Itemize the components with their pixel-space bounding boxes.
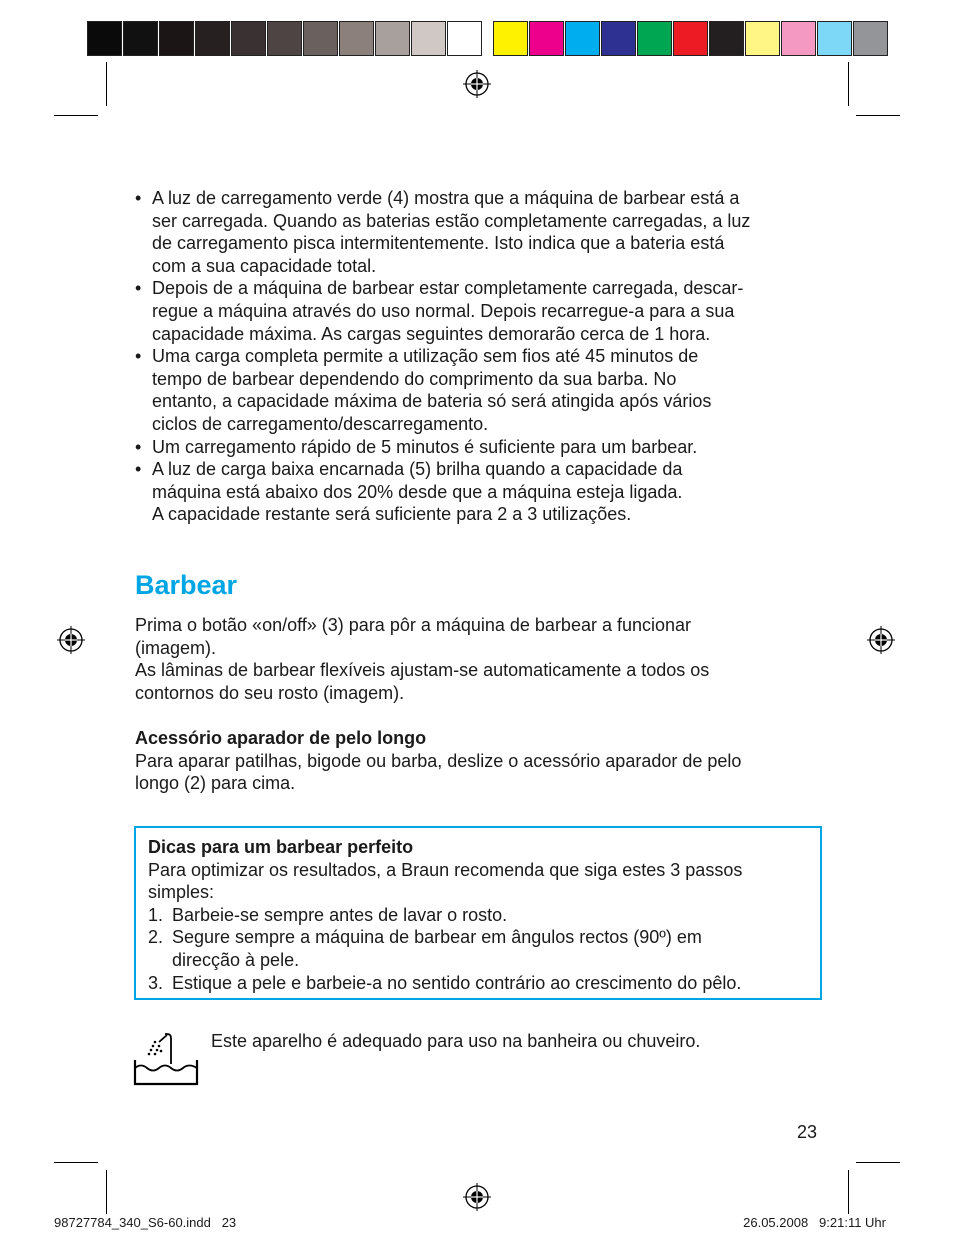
text-line: (imagem). xyxy=(135,637,217,658)
list-item xyxy=(135,345,825,435)
water-usage-note: Este aparelho é adequado para uso na banheira ou chuveiro. xyxy=(211,1031,701,1051)
text-line: Segure sempre a máquina de barbear em ângulos rectos (90º) em xyxy=(172,927,702,948)
color-swatch xyxy=(303,21,338,56)
registration-mark-icon xyxy=(462,1182,492,1212)
color-swatch xyxy=(87,21,122,56)
text-line: entanto, a capacidade máxima de bateria só será atingida após vários xyxy=(152,391,712,412)
color-swatch xyxy=(339,21,374,56)
color-swatch xyxy=(817,21,852,56)
color-swatch xyxy=(709,21,744,56)
text-line: As lâminas de barbear flexíveis ajustam-se automaticamente a todos os xyxy=(135,660,710,681)
text-line: de carregamento pisca intermitentemente. Isto indica que a bateria está xyxy=(152,233,725,254)
bullet-marker: • xyxy=(135,188,142,208)
color-swatch xyxy=(159,21,194,56)
list-item xyxy=(135,436,825,459)
text-line: tempo de barbear dependendo do comprimento da sua barba. No xyxy=(152,368,677,389)
bullet-marker: • xyxy=(135,436,142,457)
text-line: ciclos de carregamento/descarregamento. xyxy=(152,413,489,434)
text-line: Para optimizar os resultados, a Braun recomenda que siga estes 3 passos xyxy=(148,859,743,880)
color-swatch xyxy=(195,21,230,56)
text-line: contornos do seu rosto (imagem). xyxy=(135,682,405,703)
color-swatch xyxy=(565,21,600,56)
text-line: regue a máquina através do uso normal. Depois recarregue-a para a sua xyxy=(152,300,735,321)
registration-mark-icon xyxy=(866,625,896,655)
text-line: Para aparar patilhas, bigode ou barba, deslize o acessório aparador de pelo xyxy=(135,750,742,771)
list-item xyxy=(135,277,825,345)
bullet-marker: • xyxy=(135,459,142,480)
text-line: Prima o botão «on/off» (3) para pôr a máquina de barbear a funcionar xyxy=(135,615,692,635)
charging-info-list xyxy=(135,187,825,526)
step-number: 1. xyxy=(148,904,164,925)
color-swatch xyxy=(529,21,564,56)
crop-mark xyxy=(106,62,107,106)
footer-timestamp: 26.05.2008 9:21:11 Uhr xyxy=(743,1215,886,1230)
tips-box xyxy=(134,826,822,1000)
step-number: 3. xyxy=(148,972,164,993)
color-swatch xyxy=(267,21,302,56)
color-swatch xyxy=(493,21,528,56)
registration-mark-icon xyxy=(56,625,86,655)
tips-heading: Dicas para um barbear perfeito xyxy=(148,837,414,857)
color-swatch xyxy=(411,21,446,56)
list-item xyxy=(148,926,808,971)
color-swatch xyxy=(375,21,410,56)
text-line: A luz de carregamento verde (4) mostra que a máquina de barbear está a xyxy=(152,188,740,208)
text-line: ser carregada. Quando as baterias estão completamente carregadas, a luz xyxy=(152,210,751,231)
text-line: com a sua capacidade total. xyxy=(152,255,377,276)
crop-mark xyxy=(848,1170,849,1214)
registration-mark-icon xyxy=(462,69,492,99)
bullet-marker: • xyxy=(135,346,142,367)
text-line: simples: xyxy=(148,882,215,903)
text-line: capacidade máxima. As cargas seguintes demorarão cerca de 1 hora. xyxy=(152,323,711,344)
crop-mark xyxy=(106,1170,107,1214)
list-item xyxy=(135,458,825,526)
bullet-marker: • xyxy=(135,278,142,299)
crop-mark xyxy=(848,62,849,106)
text-line: A luz de carga baixa encarnada (5) brilha quando a capacidade da xyxy=(152,459,683,480)
text-line: Barbeie-se sempre antes de lavar o rosto. xyxy=(172,904,508,925)
text-line: longo (2) para cima. xyxy=(135,773,296,794)
color-swatch xyxy=(231,21,266,56)
text-line: Um carregamento rápido de 5 minutos é suficiente para um barbear. xyxy=(152,436,698,457)
color-swatch xyxy=(123,21,158,56)
list-item xyxy=(135,187,825,277)
color-swatch xyxy=(781,21,816,56)
color-swatch xyxy=(673,21,708,56)
shower-bath-icon xyxy=(131,1030,201,1088)
color-calibration-bar xyxy=(87,21,889,56)
text-line: Depois de a máquina de barbear estar completamente carregada, descar- xyxy=(152,278,744,299)
text-line: A capacidade restante será suficiente para 2 a 3 utilizações. xyxy=(152,504,632,525)
color-swatch xyxy=(447,21,482,56)
text-line: Estique a pele e barbeie-a no sentido contrário ao crescimento do pêlo. xyxy=(172,972,742,993)
section-title: Barbear xyxy=(135,570,238,600)
text-line: direcção à pele. xyxy=(172,949,300,970)
step-number: 2. xyxy=(148,927,164,948)
crop-mark xyxy=(54,115,98,116)
crop-mark xyxy=(54,1162,98,1163)
footer-file-info: 98727784_340_S6-60.indd 23 xyxy=(54,1215,237,1230)
crop-mark xyxy=(856,1162,900,1163)
shaving-intro-paragraph xyxy=(135,614,825,704)
list-item xyxy=(148,904,808,927)
tips-steps-list xyxy=(148,904,808,994)
list-item xyxy=(148,972,808,995)
crop-mark xyxy=(856,115,900,116)
color-swatch xyxy=(637,21,672,56)
trimmer-heading: Acessório aparador de pelo longo xyxy=(135,728,427,748)
color-swatch xyxy=(601,21,636,56)
page-number: 23 xyxy=(797,1122,818,1142)
swatch-gap xyxy=(483,21,493,56)
color-swatch xyxy=(745,21,780,56)
text-line: máquina está abaixo dos 20% desde que a máquina esteja ligada. xyxy=(152,481,683,502)
text-line: Uma carga completa permite a utilização sem fios até 45 minutos de xyxy=(152,346,699,367)
trimmer-paragraph xyxy=(135,727,825,795)
color-swatch xyxy=(853,21,888,56)
